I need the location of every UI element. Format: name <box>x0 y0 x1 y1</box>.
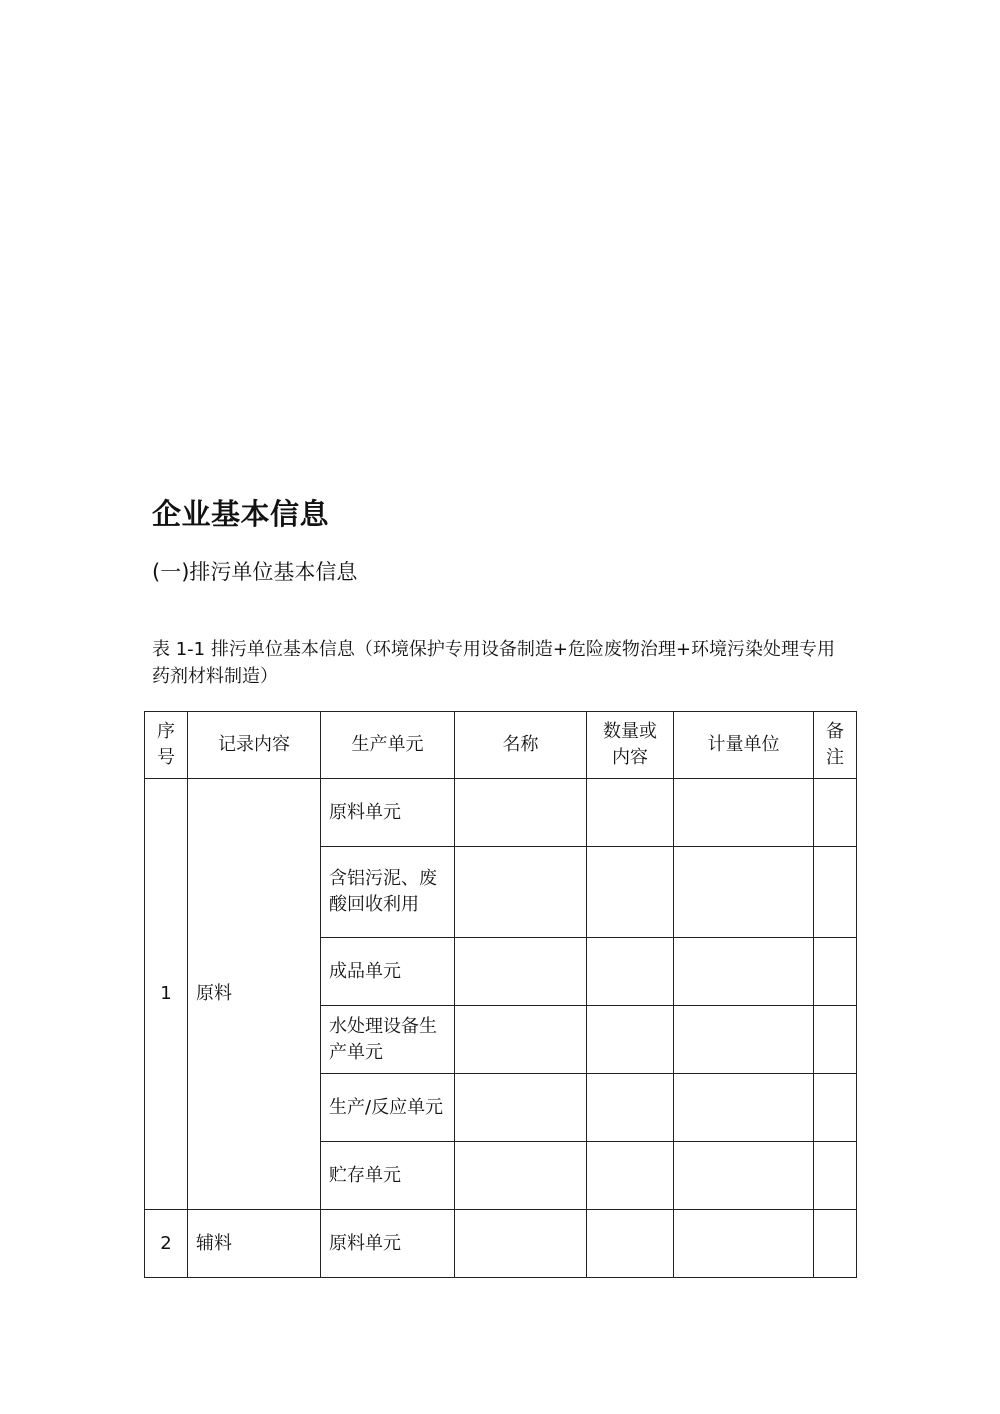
table-row <box>145 1210 857 1278</box>
cell-production-unit: 贮存单元 <box>321 1142 455 1210</box>
cell-no: 2 <box>145 1210 188 1278</box>
cell-quantity <box>587 938 674 1006</box>
header-remarks: 备注 <box>814 712 857 779</box>
cell-production-unit: 含铝污泥、废酸回收利用 <box>321 847 455 938</box>
table-header-row <box>145 712 857 779</box>
cell-quantity <box>587 779 674 847</box>
cell-name <box>455 1006 587 1074</box>
cell-remarks <box>814 779 857 847</box>
cell-name <box>455 1210 587 1278</box>
cell-quantity <box>587 1210 674 1278</box>
basic-info-table <box>144 711 857 1278</box>
cell-measure-unit <box>674 1074 814 1142</box>
cell-quantity <box>587 1006 674 1074</box>
cell-remarks <box>814 938 857 1006</box>
cell-measure-unit <box>674 1006 814 1074</box>
cell-name <box>455 1074 587 1142</box>
table-row <box>145 779 857 847</box>
cell-no: 1 <box>145 779 188 1210</box>
cell-production-unit: 原料单元 <box>321 779 455 847</box>
cell-remarks <box>814 1210 857 1278</box>
cell-remarks <box>814 1074 857 1142</box>
cell-production-unit: 原料单元 <box>321 1210 455 1278</box>
cell-name <box>455 847 587 938</box>
header-record-content: 记录内容 <box>188 712 321 779</box>
cell-remarks <box>814 847 857 938</box>
cell-measure-unit <box>674 938 814 1006</box>
header-production-unit: 生产单元 <box>321 712 455 779</box>
cell-production-unit: 水处理设备生产单元 <box>321 1006 455 1074</box>
cell-measure-unit <box>674 779 814 847</box>
cell-quantity <box>587 1142 674 1210</box>
subsection-heading: (一)排污单位基本信息 <box>152 560 358 584</box>
cell-remarks <box>814 1142 857 1210</box>
section-heading: 企业基本信息 <box>152 497 330 531</box>
header-no: 序号 <box>145 712 188 779</box>
cell-quantity <box>587 847 674 938</box>
cell-production-unit: 成品单元 <box>321 938 455 1006</box>
header-quantity: 数量或内容 <box>587 712 674 779</box>
cell-name <box>455 938 587 1006</box>
cell-measure-unit <box>674 847 814 938</box>
cell-record-content: 辅料 <box>188 1210 321 1278</box>
cell-measure-unit <box>674 1142 814 1210</box>
cell-remarks <box>814 1006 857 1074</box>
cell-name <box>455 779 587 847</box>
header-measure-unit: 计量单位 <box>674 712 814 779</box>
cell-quantity <box>587 1074 674 1142</box>
cell-measure-unit <box>674 1210 814 1278</box>
cell-record-content: 原料 <box>188 779 321 1210</box>
header-name: 名称 <box>455 712 587 779</box>
table-caption: 表 1-1 排污单位基本信息（环境保护专用设备制造+危险废物治理+环境污染处理专用药剂材料制造） <box>152 639 836 687</box>
cell-name <box>455 1142 587 1210</box>
cell-production-unit: 生产/反应单元 <box>321 1074 455 1142</box>
